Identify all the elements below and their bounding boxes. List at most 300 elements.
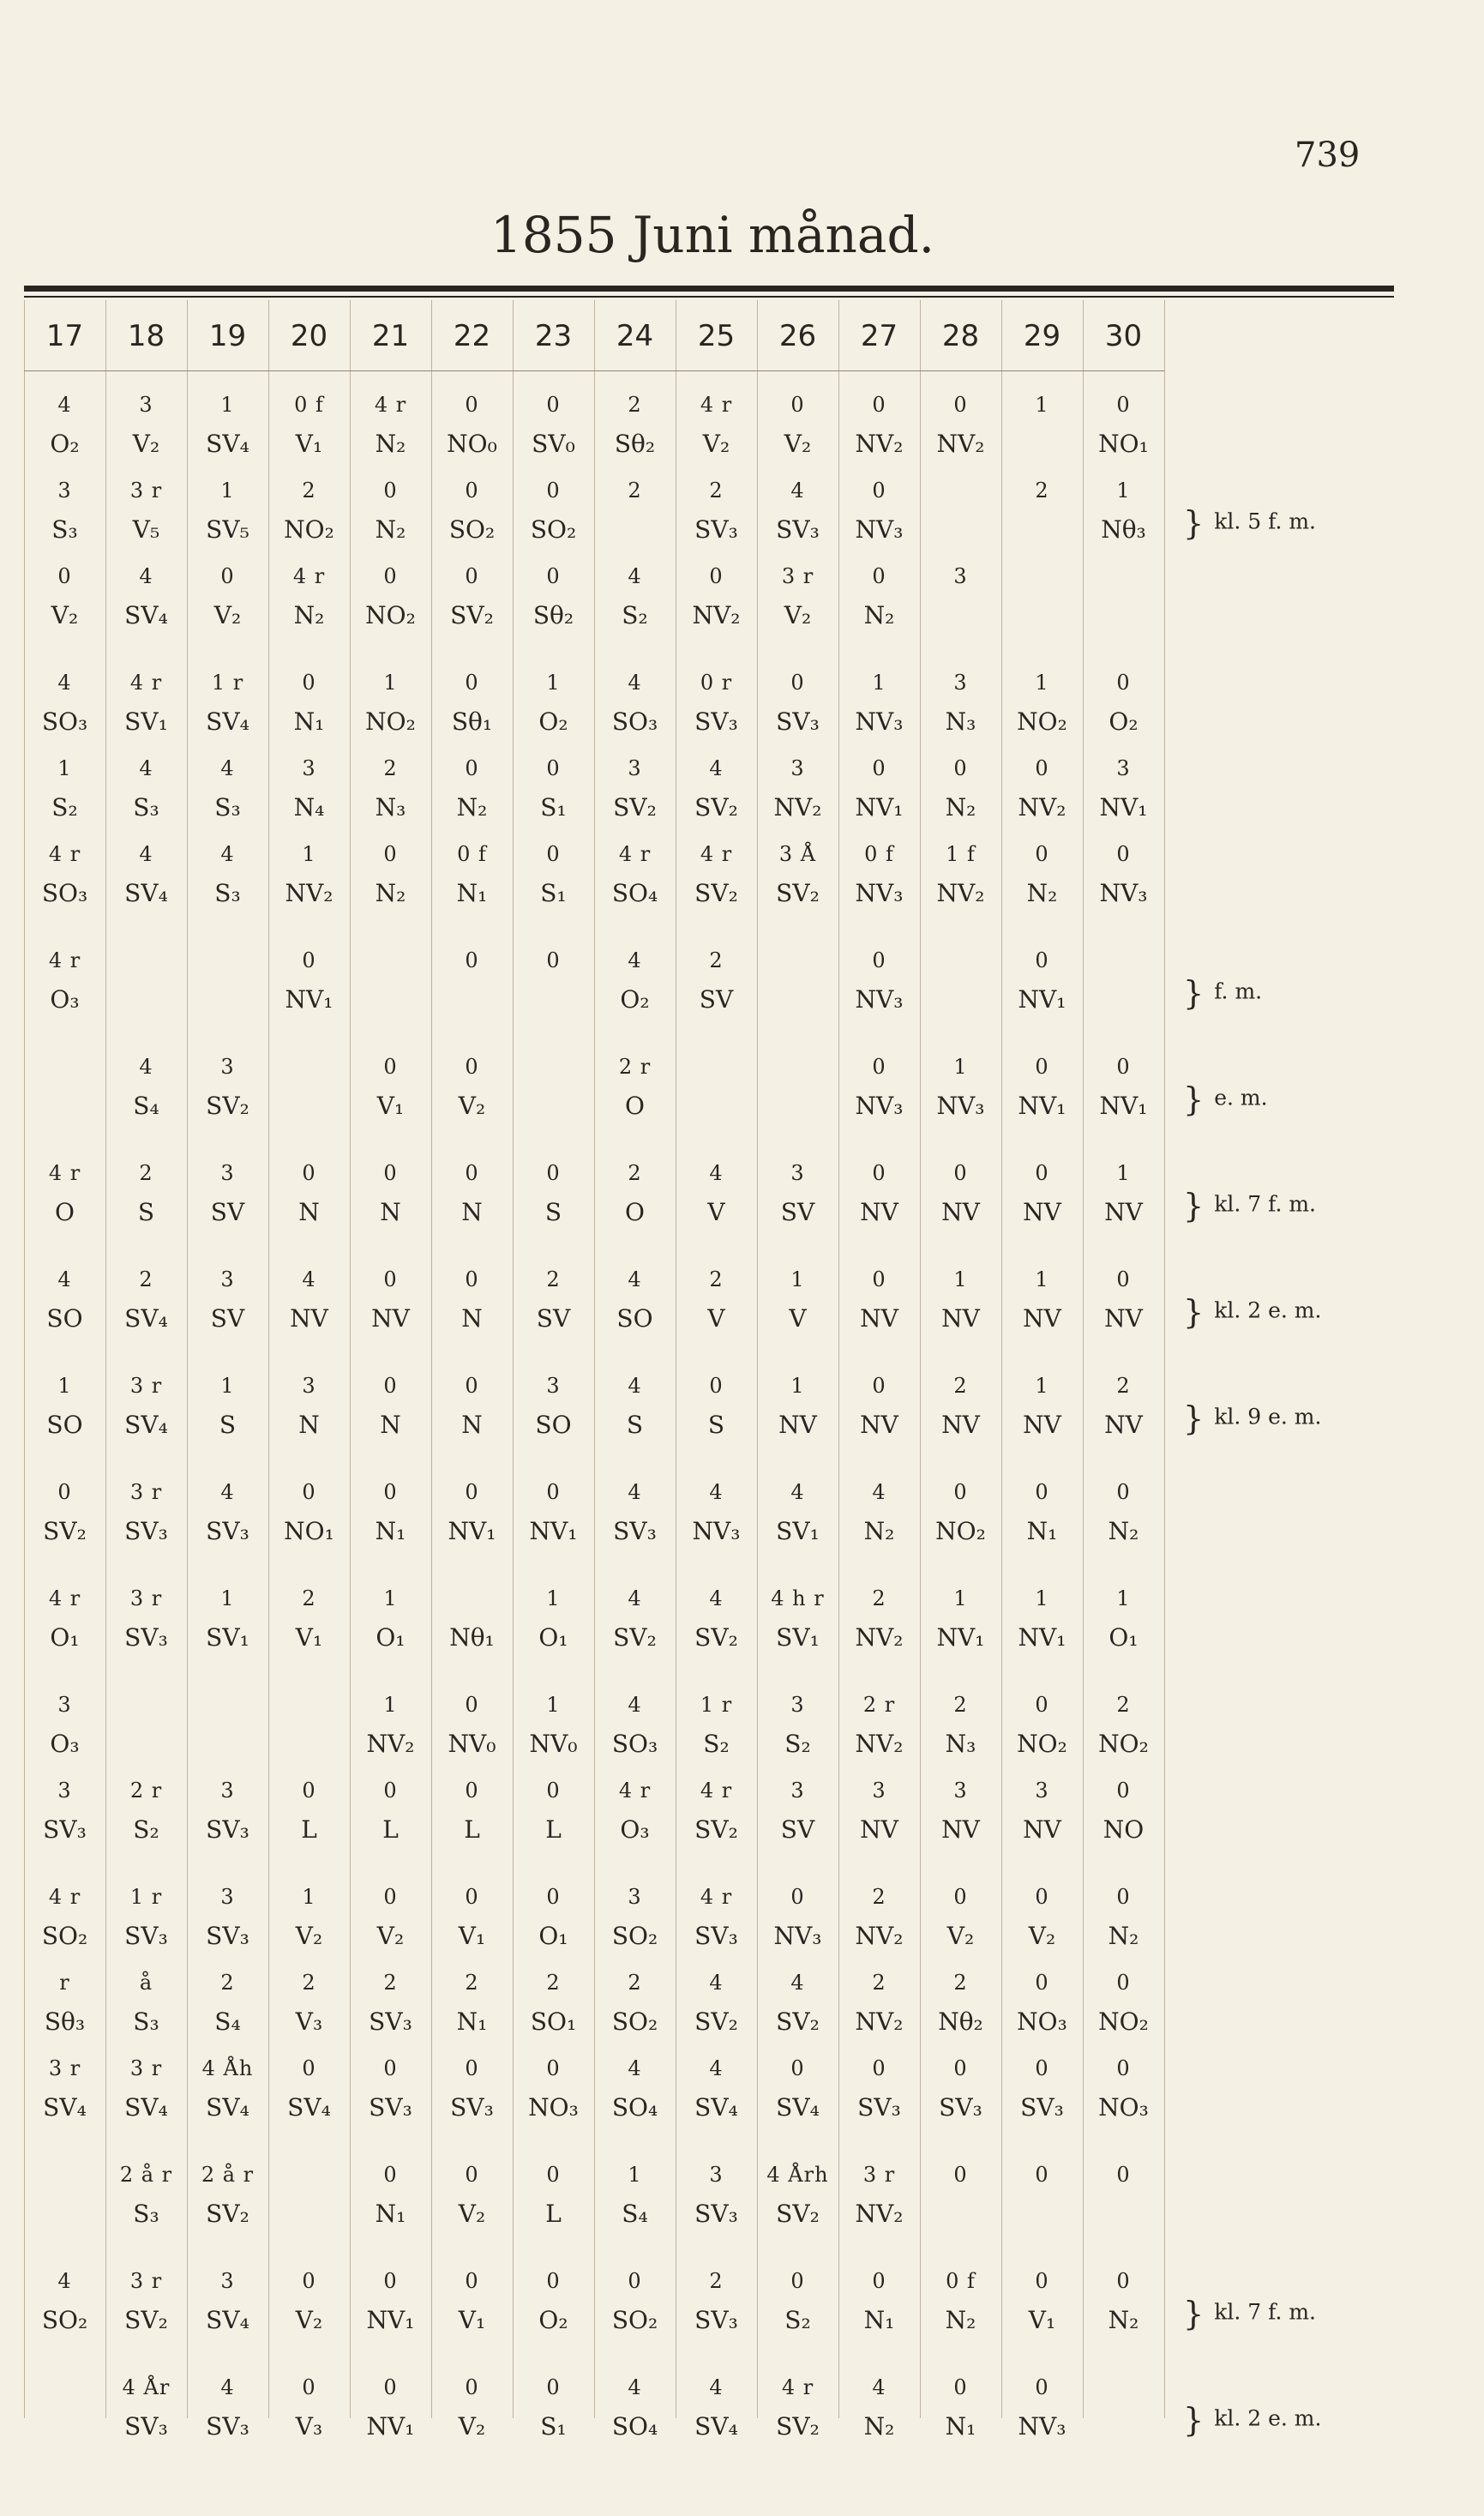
cell-cloud-value: 3 — [57, 479, 72, 503]
cell-wind-value: NV₁ — [1099, 793, 1148, 822]
table-cell — [187, 672, 268, 734]
table-cell — [187, 1482, 268, 1544]
cell-cloud-value: 1 — [1035, 1267, 1049, 1291]
cell-wind-value: N — [380, 1198, 401, 1226]
cell-wind-value: SV₄ — [124, 879, 168, 907]
cell-wind-value: SO₂ — [530, 515, 577, 544]
cell-cloud-value: 4 r — [700, 1885, 733, 1909]
table-cell — [594, 1694, 676, 1756]
table-cell — [105, 2271, 187, 2332]
table-cell — [594, 394, 676, 456]
cell-wind-value: NV₁ — [285, 985, 333, 1014]
cell-cloud-value: 3 r — [129, 479, 163, 503]
cell-cloud-value: 4 — [57, 671, 72, 695]
cell-wind-value: L — [301, 1815, 317, 1844]
cell-cloud-value: 3 Å — [778, 842, 817, 866]
table-cell — [268, 1482, 350, 1544]
cell-cloud-value: 0 — [872, 1161, 886, 1185]
table-cell — [594, 2164, 676, 2226]
cell-cloud-value: 0 — [383, 2163, 398, 2187]
cell-wind-value: SV₂ — [694, 1815, 738, 1844]
table-cell — [1001, 1269, 1083, 1331]
cell-cloud-value: 0 — [383, 1161, 398, 1185]
cell-cloud-value: 0 — [465, 393, 479, 417]
table-cell — [594, 2271, 676, 2332]
cell-cloud-value: 1 — [302, 842, 316, 866]
cell-wind-value: S₂ — [51, 793, 78, 822]
cell-cloud-value: 0 — [383, 564, 398, 588]
column-header-day: 24 — [616, 319, 654, 353]
table-cell — [513, 2164, 594, 2226]
cell-cloud-value: 1 — [790, 1374, 805, 1398]
table-cell — [513, 1056, 594, 1094]
cell-cloud-value: 3 — [220, 2269, 235, 2293]
cell-cloud-value: 1 r — [700, 1693, 733, 1717]
cell-cloud-value: 1 — [546, 1693, 561, 1717]
table-cell — [838, 758, 920, 820]
cell-cloud-value: 0 — [383, 1480, 398, 1504]
cell-cloud-value: 0 — [465, 1161, 479, 1185]
cell-cloud-value: 3 — [57, 1779, 72, 1803]
table-cell — [24, 758, 105, 820]
table-cell — [24, 566, 105, 628]
table-cell — [105, 2164, 187, 2226]
table-cell — [105, 1056, 187, 1118]
cell-wind-value: O — [625, 1198, 645, 1226]
table-cell — [1001, 1375, 1083, 1437]
table-cell — [676, 1780, 757, 1842]
cell-cloud-value: 0 — [1035, 1480, 1049, 1504]
cell-cloud-value: 0 — [872, 948, 886, 972]
cell-wind-value: N₁ — [293, 707, 325, 736]
cell-cloud-value: 1 — [220, 479, 235, 503]
cell-wind-value: S₂ — [622, 601, 648, 629]
cell-wind-value: NV — [941, 1815, 980, 1844]
table-cell — [838, 1972, 920, 2034]
table-cell — [920, 1056, 1001, 1118]
table-cell — [350, 1163, 431, 1225]
table-cell — [105, 394, 187, 456]
table-cell — [676, 2164, 757, 2226]
table-cell — [431, 1163, 513, 1225]
table-cell — [431, 2377, 513, 2439]
cell-wind-value: NV₃ — [855, 985, 904, 1014]
cell-wind-value: V₂ — [702, 430, 730, 458]
cell-wind-value: SV₅ — [206, 515, 249, 544]
cell-cloud-value: 1 — [220, 393, 235, 417]
cell-cloud-value: 2 — [139, 1267, 153, 1291]
table-cell — [1001, 1972, 1083, 2034]
cell-wind-value: NV₃ — [855, 707, 904, 736]
table-cell — [268, 672, 350, 734]
table-cell — [268, 1269, 350, 1331]
table-cell — [350, 1780, 431, 1842]
cell-wind-value: NO₂ — [1017, 707, 1067, 736]
cell-wind-value: SV₃ — [776, 515, 820, 544]
table-cell — [24, 1056, 105, 1094]
cell-cloud-value: 4 — [220, 842, 235, 866]
table-cell — [838, 1780, 920, 1842]
table-cell — [594, 950, 676, 1012]
cell-wind-value: S — [219, 1411, 237, 1439]
table-cell — [1001, 672, 1083, 734]
cell-wind-value: SO₄ — [611, 879, 658, 907]
cell-cloud-value: 0 — [872, 479, 886, 503]
cell-wind-value: O₂ — [50, 430, 80, 458]
column-header-day: 20 — [290, 319, 328, 353]
table-cell — [1083, 1163, 1164, 1225]
cell-cloud-value: 0 — [546, 756, 561, 780]
cell-cloud-value: 2 — [383, 756, 398, 780]
table-cell — [676, 1375, 757, 1437]
cell-wind-value: SO₃ — [611, 707, 658, 736]
cell-wind-value: SV₂ — [450, 601, 494, 629]
table-cell — [594, 1482, 676, 1544]
table-cell — [24, 672, 105, 734]
cell-wind-value: SV₄ — [124, 601, 168, 629]
table-cell — [268, 1887, 350, 1948]
cell-cloud-value: 2 — [302, 1971, 316, 1995]
cell-wind-value: N₂ — [945, 793, 976, 822]
cell-cloud-value: 0 — [57, 1480, 72, 1504]
table-cell — [1083, 1694, 1164, 1756]
table-cell — [431, 2164, 513, 2226]
cell-wind-value: O₃ — [50, 985, 80, 1014]
cell-cloud-value: 0 — [709, 1374, 724, 1398]
cell-wind-value: NV₁ — [529, 1517, 578, 1545]
table-cell — [24, 394, 105, 456]
table-cell — [350, 566, 431, 628]
table-cell — [757, 1588, 838, 1650]
brace-icon: } — [1183, 1293, 1205, 1331]
cell-cloud-value: 4 — [709, 1161, 724, 1185]
cell-wind-value: N₂ — [293, 601, 325, 629]
cell-cloud-value: 0 — [1035, 1055, 1049, 1079]
table-cell — [513, 1482, 594, 1544]
cell-wind-value: NV — [860, 1304, 898, 1333]
cell-wind-value: S₄ — [133, 1092, 159, 1120]
cell-wind-value: SV₄ — [124, 1304, 168, 1333]
table-cell — [24, 1694, 105, 1756]
table-cell — [838, 2377, 920, 2439]
cell-cloud-value: 2 — [709, 948, 724, 972]
cell-wind-value: NV₂ — [285, 879, 333, 907]
table-cell — [1001, 480, 1083, 518]
table-cell — [676, 394, 757, 456]
cell-wind-value: S₃ — [133, 2200, 159, 2228]
table-cell — [676, 1163, 757, 1225]
table-cell — [1083, 758, 1164, 820]
cell-cloud-value: 3 — [953, 1779, 968, 1803]
cell-cloud-value: 2 — [709, 2269, 724, 2293]
table-cell — [187, 1887, 268, 1948]
table-cell — [187, 950, 268, 988]
cell-wind-value: NV — [1104, 1411, 1143, 1439]
table-cell — [1083, 480, 1164, 542]
cell-cloud-value: 0 — [1116, 1779, 1131, 1803]
cell-wind-value: NV — [1104, 1198, 1143, 1226]
cell-wind-value: L — [545, 2200, 562, 2228]
table-cell — [187, 2058, 268, 2120]
brace-icon: } — [1183, 2295, 1205, 2332]
cell-wind-value: O₂ — [620, 985, 650, 1014]
cell-wind-value: NO₂ — [365, 601, 416, 629]
cell-wind-value: NO₂ — [365, 707, 416, 736]
cell-cloud-value: 2 — [302, 1586, 316, 1610]
brace-icon: } — [1183, 1080, 1205, 1118]
cell-wind-value: NO₂ — [1017, 1730, 1067, 1758]
table-cell — [594, 1972, 676, 2034]
cell-cloud-value: 0 — [465, 1267, 479, 1291]
cell-wind-value: NV₃ — [855, 515, 904, 544]
cell-wind-value: SV₄ — [43, 2093, 87, 2122]
cell-wind-value: NV — [860, 1198, 898, 1226]
table-cell — [838, 844, 920, 906]
cell-cloud-value: 4 r — [374, 393, 407, 417]
cell-wind-value: SV₃ — [206, 1517, 249, 1545]
cell-wind-value: NV₂ — [366, 1730, 415, 1758]
cell-cloud-value: 1 — [546, 1586, 561, 1610]
table-cell — [187, 1269, 268, 1331]
table-cell — [187, 2164, 268, 2226]
table-cell — [350, 1887, 431, 1948]
table-cell — [187, 1163, 268, 1225]
table-cell — [105, 844, 187, 906]
cell-cloud-value: 0 — [872, 564, 886, 588]
table-cell — [24, 950, 105, 1012]
table-cell — [676, 672, 757, 734]
cell-cloud-value: 1 — [872, 671, 886, 695]
cell-cloud-value: 4 r — [700, 842, 733, 866]
table-cell — [920, 1972, 1001, 2034]
cell-wind-value: L — [464, 1815, 480, 1844]
cell-cloud-value: 0 — [1035, 1971, 1049, 1995]
cell-cloud-value: 3 r — [129, 2269, 163, 2293]
cell-cloud-value — [268, 1694, 350, 1717]
table-cell — [268, 1780, 350, 1842]
cell-wind-value: NV — [290, 1304, 328, 1333]
cell-wind-value: NV — [778, 1411, 817, 1439]
cell-wind-value: Sθ₁ — [451, 707, 493, 736]
table-cell — [757, 1887, 838, 1948]
cell-wind-value: N₂ — [375, 430, 406, 458]
table-cell — [431, 1972, 513, 2034]
cell-cloud-value: 3 — [1035, 1779, 1049, 1803]
table-cell — [513, 2058, 594, 2120]
table-cell — [1001, 844, 1083, 906]
cell-cloud-value — [513, 1056, 594, 1079]
cell-cloud-value: 0 r — [700, 671, 733, 695]
cell-cloud-value: 0 — [546, 948, 561, 972]
cell-cloud-value: 3 r — [781, 564, 814, 588]
table-cell — [594, 1375, 676, 1437]
cell-cloud-value: 3 r — [129, 1374, 163, 1398]
cell-cloud-value: 0 — [546, 393, 561, 417]
cell-wind-value: NV — [1023, 1815, 1061, 1844]
cell-wind-value: SV₃ — [694, 1922, 738, 1950]
cell-cloud-value: r — [59, 1971, 70, 1995]
cell-cloud-value: 1 — [57, 1374, 72, 1398]
cell-cloud-value: 1 — [953, 1055, 968, 1079]
cell-wind-value: N₁ — [1026, 1517, 1058, 1545]
cell-wind-value: SV₂ — [776, 2007, 820, 2036]
table-cell — [268, 1694, 350, 1732]
table-cell — [757, 758, 838, 820]
cell-wind-value: V₁ — [458, 2306, 486, 2334]
cell-wind-value: SV₄ — [776, 2093, 820, 2122]
table-cell — [431, 1694, 513, 1756]
table-cell — [431, 1482, 513, 1544]
brace-icon: } — [1183, 504, 1205, 542]
table-cell — [1001, 758, 1083, 820]
cell-cloud-value: 0 — [302, 1779, 316, 1803]
table-cell — [1083, 844, 1164, 906]
cell-cloud-value: 1 — [1116, 1586, 1131, 1610]
cell-wind-value: SV₃ — [694, 2200, 738, 2228]
cell-wind-value: Nθ₂ — [938, 2007, 983, 2036]
cell-wind-value: SV — [780, 1198, 815, 1226]
cell-cloud-value: 0 — [383, 1779, 398, 1803]
table-cell — [513, 1972, 594, 2034]
table-cell — [920, 1694, 1001, 1756]
cell-cloud-value: 1 — [57, 756, 72, 780]
top-rule-thin — [24, 296, 1394, 298]
table-cell — [594, 480, 676, 518]
table-cell — [676, 844, 757, 906]
cell-cloud-value: 1 — [1035, 1586, 1049, 1610]
cell-cloud-value — [920, 480, 1001, 503]
table-cell — [1083, 1972, 1164, 2034]
cell-wind-value: O₂ — [538, 2306, 568, 2334]
cell-wind-value: NO₀ — [447, 430, 497, 458]
cell-wind-value: SV₃ — [694, 2306, 738, 2334]
cell-cloud-value: 0 — [465, 2163, 479, 2187]
time-note-text: kl. 2 e. m. — [1214, 2405, 1322, 2431]
time-note-text: kl. 7 f. m. — [1214, 2299, 1316, 2325]
cell-cloud-value: 0 — [546, 2163, 561, 2187]
cell-cloud-value: 2 r — [129, 1779, 163, 1803]
cell-cloud-value: 0 — [465, 1693, 479, 1717]
cell-cloud-value: 4 r — [48, 842, 81, 866]
cell-wind-value: SV₂ — [694, 793, 738, 822]
cell-wind-value: SV₃ — [206, 2412, 249, 2441]
table-cell — [676, 1056, 757, 1094]
cell-wind-value: SV₄ — [124, 1411, 168, 1439]
cell-wind-value: S₃ — [214, 793, 241, 822]
table-cell — [838, 566, 920, 628]
table-cell — [676, 758, 757, 820]
cell-cloud-value: 4 — [139, 1055, 153, 1079]
cell-cloud-value: 4 — [628, 1374, 642, 1398]
table-cell — [1001, 1588, 1083, 1650]
cell-wind-value: O₃ — [620, 1815, 650, 1844]
cell-wind-value: SV₁ — [206, 1623, 249, 1652]
cell-cloud-value: 2 — [139, 1161, 153, 1185]
cell-wind-value: N₁ — [863, 2306, 895, 2334]
cell-wind-value: SO — [46, 1304, 83, 1333]
cell-wind-value: NV — [860, 1815, 898, 1844]
cell-cloud-value: 1 — [1116, 1161, 1131, 1185]
cell-cloud-value — [676, 1056, 757, 1079]
cell-cloud-value: 3 — [220, 1885, 235, 1909]
cell-cloud-value: 0 — [465, 948, 479, 972]
table-cell — [594, 566, 676, 628]
table-cell — [920, 1588, 1001, 1650]
cell-wind-value: N — [380, 1411, 401, 1439]
table-cell — [187, 2271, 268, 2332]
cell-wind-value: N₄ — [293, 793, 325, 822]
cell-cloud-value: 3 — [790, 756, 805, 780]
cell-cloud-value: 3 — [220, 1161, 235, 1185]
cell-cloud-value: 2 — [628, 479, 642, 503]
cell-cloud-value: 4 — [302, 1267, 316, 1291]
cell-wind-value: NO₃ — [1017, 2007, 1067, 2036]
table-cell — [676, 1694, 757, 1756]
cell-cloud-value: 4 Årh — [766, 2163, 829, 2187]
cell-wind-value: SV₂ — [43, 1517, 87, 1545]
cell-wind-value: O — [55, 1198, 75, 1226]
cell-wind-value: Sθ₂ — [532, 601, 574, 629]
cell-cloud-value: 0 — [546, 842, 561, 866]
table-cell — [838, 950, 920, 1012]
table-cell — [757, 950, 838, 988]
table-cell — [513, 758, 594, 820]
cell-wind-value: NV₂ — [936, 879, 985, 907]
cell-wind-value: V₅ — [132, 515, 160, 544]
cell-wind-value: S₂ — [784, 1730, 811, 1758]
table-cell — [757, 844, 838, 906]
cell-cloud-value: 0 — [546, 2375, 561, 2399]
cell-cloud-value: 2 — [220, 1971, 235, 1995]
cell-cloud-value: 2 — [709, 479, 724, 503]
cell-cloud-value: 0 — [302, 948, 316, 972]
cell-cloud-value — [268, 1056, 350, 1079]
cell-wind-value: SV₄ — [206, 430, 249, 458]
table-cell — [431, 1887, 513, 1948]
cell-cloud-value: 0 — [546, 1779, 561, 1803]
column-header-day: 19 — [208, 319, 247, 353]
cell-cloud-value: 0 — [1116, 1971, 1131, 1995]
cell-cloud-value: 4 r — [48, 1885, 81, 1909]
table-cell — [594, 2058, 676, 2120]
cell-wind-value: SV₃ — [206, 1922, 249, 1950]
table-cell — [920, 1375, 1001, 1437]
cell-wind-value: O₁ — [538, 1623, 568, 1652]
table-cell — [676, 1588, 757, 1650]
cell-cloud-value: 1 — [220, 1586, 235, 1610]
cell-cloud-value: 0 — [302, 2375, 316, 2399]
cell-wind-value: NV — [1104, 1304, 1143, 1333]
table-cell — [1083, 566, 1164, 604]
table-cell — [268, 1375, 350, 1437]
table-cell — [431, 1375, 513, 1437]
cell-cloud-value: 4 — [709, 756, 724, 780]
table-cell — [187, 394, 268, 456]
cell-cloud-value: 0 — [872, 1055, 886, 1079]
cell-wind-value: S₁ — [540, 879, 567, 907]
cell-cloud-value: 3 — [57, 1693, 72, 1717]
cell-wind-value: NO₃ — [528, 2093, 579, 2122]
cell-cloud-value: 4 — [139, 842, 153, 866]
cell-cloud-value: 0 — [1035, 2163, 1049, 2187]
column-header-day: 28 — [941, 319, 980, 353]
table-cell — [513, 844, 594, 906]
cell-cloud-value: 3 — [546, 1374, 561, 1398]
table-cell — [105, 1163, 187, 1225]
table-cell — [513, 1694, 594, 1756]
cell-wind-value: SV₃ — [694, 707, 738, 736]
cell-cloud-value: 0 f — [864, 842, 894, 866]
